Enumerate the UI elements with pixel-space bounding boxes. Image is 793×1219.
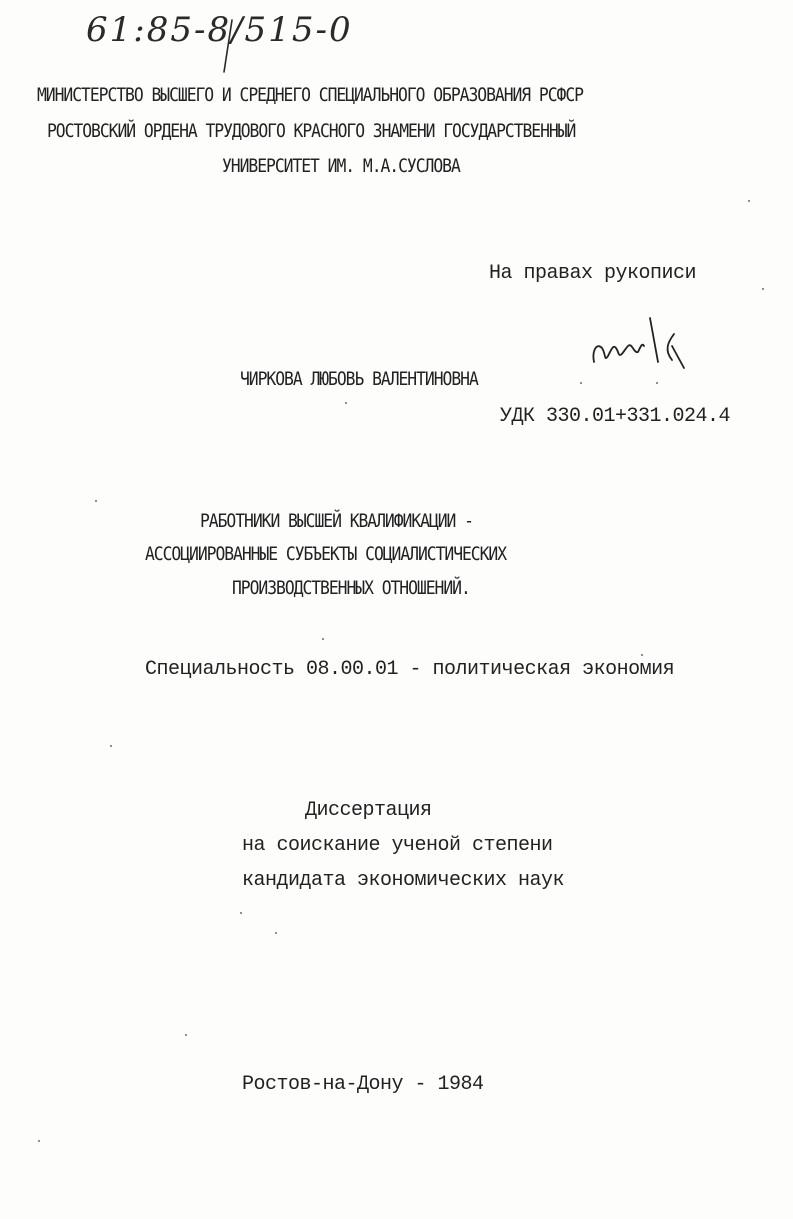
dissertation-title-line-2: АССОЦИИРОВАННЫЕ СУБЪЕКТЫ СОЦИАЛИСТИЧЕСКИХ [145,543,507,565]
scan-speck [345,402,347,404]
university-heading-line-2: УНИВЕРСИТЕТ ИМ. М.А.СУСЛОВА [222,155,460,177]
dissertation-title-line-1: РАБОТНИКИ ВЫСШЕЙ КВАЛИФИКАЦИИ - [200,510,473,532]
archive-code-handwritten: 61:85-8/515-0 [86,10,353,50]
scan-speck [656,382,658,384]
dissertation-label: Диссертация [305,799,432,822]
scan-speck [240,912,242,914]
city-and-year: Ростов-на-Дону - 1984 [242,1073,484,1096]
scan-speck [38,1140,40,1142]
scan-speck [762,288,764,290]
scan-speck [95,500,97,502]
university-heading-line-1: РОСТОВСКИЙ ОРДЕНА ТРУДОВОГО КРАСНОГО ЗНАМЕНИ ГОСУДАРСТВЕННЫЙ [47,120,576,142]
manuscript-rights-note: На правах рукописи [489,262,697,285]
handwritten-stroke-mark [218,18,238,78]
scan-speck [580,382,582,384]
scan-speck [110,745,112,747]
scan-speck [275,932,277,934]
author-signature [588,312,698,372]
specialty-line: Специальность 08.00.01 - политическая экономия [145,658,675,681]
dissertation-title-line-3: ПРОИЗВОДСТВЕННЫХ ОТНОШЕНИЙ. [232,577,470,599]
scan-speck [641,654,643,656]
degree-field-line: кандидата экономических наук [242,869,565,892]
scan-speck [322,638,324,640]
udc-code: УДК 330.01+331.024.4 [500,405,731,428]
scan-speck [185,1034,187,1036]
ministry-heading: МИНИСТЕРСТВО ВЫСШЕГО И СРЕДНЕГО СПЕЦИАЛЬНОГО ОБРАЗОВАНИЯ РСФСР [37,84,583,106]
author-name: ЧИРКОВА ЛЮБОВЬ ВАЛЕНТИНОВНА [240,368,478,390]
scan-speck [748,200,750,202]
degree-line: на соискание ученой степени [242,834,553,857]
